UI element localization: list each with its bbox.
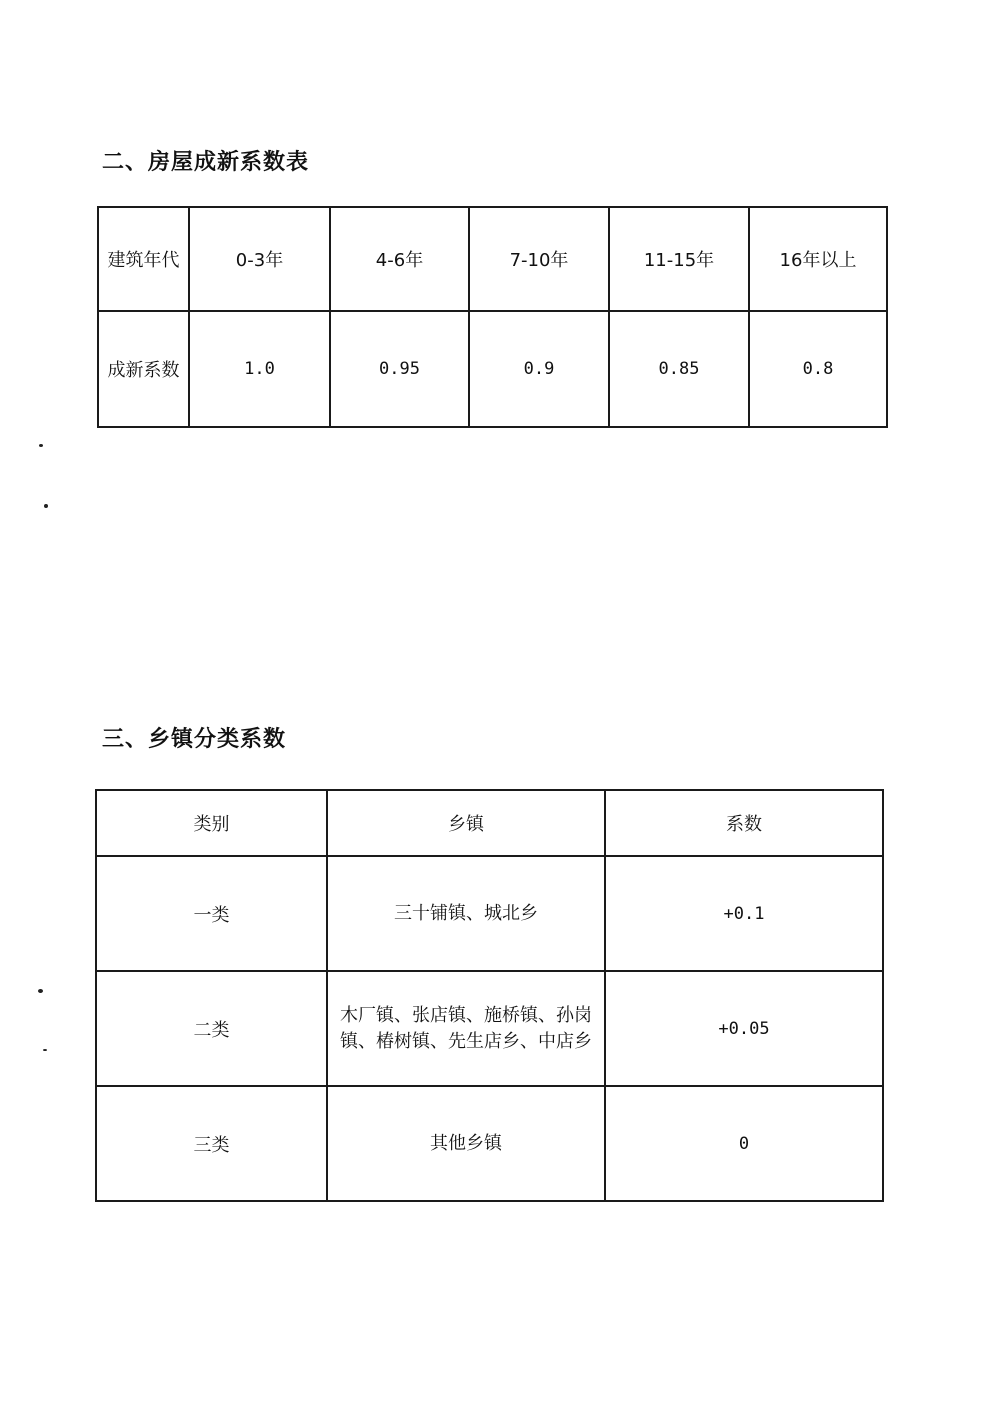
- towns-cell: 三十铺镇、城北乡: [327, 856, 605, 971]
- year-range-cell: 11-15年: [609, 207, 749, 311]
- year-range-cell: 7-10年: [469, 207, 609, 311]
- table-row: [96, 856, 883, 971]
- table-row: [96, 971, 883, 1086]
- coefficient-cell: 0.95: [330, 311, 469, 427]
- header-coefficient: 系数: [605, 790, 883, 856]
- coefficient-cell: +0.1: [605, 856, 883, 971]
- coefficient-cell: 0.8: [749, 311, 887, 427]
- scan-speck: [43, 1049, 47, 1051]
- table-header-row: [96, 790, 883, 856]
- scan-speck: [44, 504, 48, 508]
- coefficient-cell: +0.05: [605, 971, 883, 1086]
- coefficient-cell: 0.85: [609, 311, 749, 427]
- section-title-town-classification: 三、乡镇分类系数: [102, 727, 287, 752]
- category-cell: 一类: [96, 856, 327, 971]
- depreciation-coefficient-table: [97, 206, 888, 428]
- category-cell: 二类: [96, 971, 327, 1086]
- section-title-depreciation: 二、房屋成新系数表: [102, 150, 310, 175]
- table-row: [96, 1086, 883, 1201]
- coefficient-cell: 1.0: [189, 311, 330, 427]
- towns-cell: 其他乡镇: [327, 1086, 605, 1201]
- row-header-construction-age: 建筑年代: [98, 207, 189, 311]
- town-classification-table: [95, 789, 884, 1202]
- year-range-cell: 0-3年: [189, 207, 330, 311]
- coefficient-cell: 0: [605, 1086, 883, 1201]
- scan-speck: [38, 989, 43, 993]
- year-range-cell: 4-6年: [330, 207, 469, 311]
- year-range-cell: 16年以上: [749, 207, 887, 311]
- row-header-coefficient: 成新系数: [98, 311, 189, 427]
- coefficient-cell: 0.9: [469, 311, 609, 427]
- table-row-construction-age: [98, 207, 887, 311]
- category-cell: 三类: [96, 1086, 327, 1201]
- header-towns: 乡镇: [327, 790, 605, 856]
- towns-cell: 木厂镇、张店镇、施桥镇、孙岗镇、椿树镇、先生店乡、中店乡: [327, 971, 605, 1086]
- header-category: 类别: [96, 790, 327, 856]
- table-row-coefficient: [98, 311, 887, 427]
- scan-speck: [39, 444, 43, 447]
